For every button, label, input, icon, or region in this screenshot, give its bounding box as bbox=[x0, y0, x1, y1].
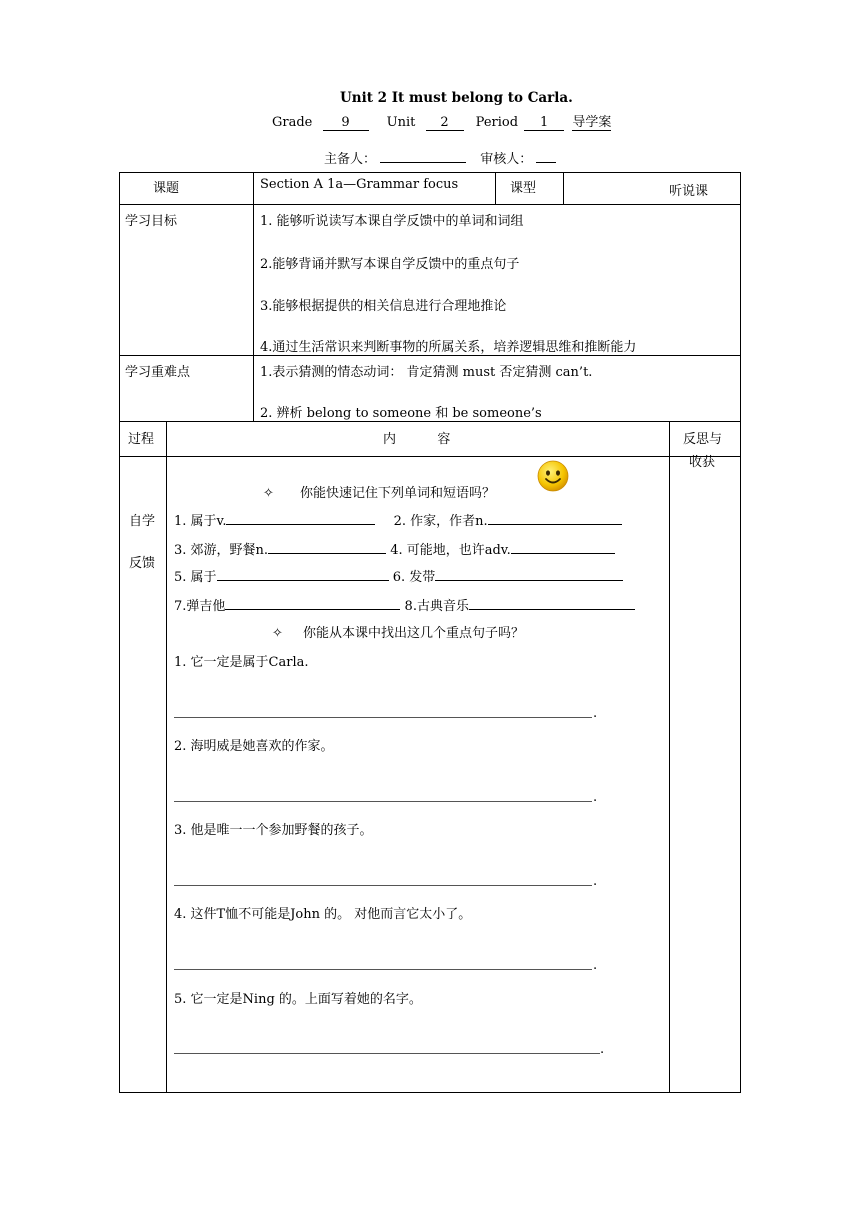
table-rule bbox=[119, 421, 741, 422]
sentence-end-mark: . bbox=[593, 706, 598, 721]
objective-item: 2.能够背诵并默写本课自学反馈中的重点句子 bbox=[260, 257, 520, 272]
table-border-left bbox=[119, 172, 120, 1093]
preparer-label: 主备人： bbox=[324, 152, 377, 167]
sentence-answer-line[interactable] bbox=[174, 1053, 600, 1054]
table-rule bbox=[119, 355, 741, 356]
vocab-item: 4. 可能地，也许adv. bbox=[390, 543, 511, 558]
sentence-end-mark: . bbox=[593, 874, 598, 889]
key-point-item: 1.表示猜测的情态动词： 肯定猜测 must 否定猜测 can’t. bbox=[260, 365, 593, 380]
vocab-row bbox=[174, 539, 615, 558]
table-border-bottom bbox=[119, 1092, 741, 1093]
reflection-label: 收获 bbox=[689, 455, 716, 470]
table-rule bbox=[563, 172, 564, 205]
key-points-label: 学习重难点 bbox=[125, 365, 191, 380]
smiley-face-icon bbox=[537, 460, 569, 492]
period-value: 1 bbox=[524, 116, 564, 131]
vocab-answer-blank[interactable] bbox=[511, 540, 615, 554]
vocab-answer-blank[interactable] bbox=[225, 596, 400, 610]
table-rule bbox=[166, 421, 167, 1093]
objective-item: 4.通过生活常识来判断事物的所属关系，培养逻辑思维和推断能力 bbox=[260, 340, 637, 355]
sentence-end-mark: . bbox=[600, 1042, 605, 1057]
vocab-item: 2. 作家，作者n. bbox=[393, 514, 488, 529]
objective-item: 1. 能够听说读写本课自学反馈中的单词和词组 bbox=[260, 214, 524, 229]
sentence-prompt: 1. 它一定是属于Carla. bbox=[174, 655, 309, 670]
grade-label: Grade bbox=[272, 115, 313, 130]
table-rule bbox=[119, 204, 741, 205]
table-border-right bbox=[740, 172, 741, 1093]
document-title: Unit 2 It must belong to Carla. bbox=[340, 90, 573, 106]
vocab-answer-blank[interactable] bbox=[217, 567, 389, 581]
sentence-prompt: 2. 海明威是她喜欢的作家。 bbox=[174, 739, 334, 754]
lesson-type-label: 课型 bbox=[510, 181, 537, 196]
sentence-answer-line[interactable] bbox=[174, 801, 592, 802]
table-border-top bbox=[119, 172, 741, 173]
self-study-label: 反馈 bbox=[129, 556, 156, 571]
vocab-row bbox=[174, 566, 623, 585]
unit-value: 2 bbox=[426, 116, 464, 131]
vocab-heading bbox=[263, 482, 495, 501]
sentence-end-mark: . bbox=[593, 790, 598, 805]
table-rule bbox=[253, 172, 254, 422]
vocab-item: 6. 发带 bbox=[392, 570, 436, 585]
sentence-answer-line[interactable] bbox=[174, 885, 592, 886]
vocab-row bbox=[174, 510, 622, 529]
table-rule bbox=[669, 421, 670, 1093]
sentence-prompt: 3. 他是唯一一个参加野餐的孩子。 bbox=[174, 823, 373, 838]
reviewer-blank[interactable] bbox=[536, 149, 556, 163]
sentence-prompt: 5. 它一定是Ning 的。上面写着她的名字。 bbox=[174, 992, 422, 1007]
objectives-label: 学习目标 bbox=[125, 214, 178, 229]
vocab-item: 8.古典音乐 bbox=[404, 599, 469, 614]
grade-value: 9 bbox=[323, 116, 369, 131]
sentence-prompt: 4. 这件T恤不可能是John 的。 对他而言它太小了。 bbox=[174, 907, 472, 922]
vocab-answer-blank[interactable] bbox=[268, 540, 386, 554]
key-point-item: 2. 辨析 belong to someone 和 be someone’s bbox=[260, 406, 542, 421]
lesson-type-value: 听说课 bbox=[669, 184, 709, 199]
content-label: 内 容 bbox=[383, 432, 451, 447]
process-label: 过程 bbox=[128, 432, 155, 447]
vocab-row bbox=[174, 595, 635, 614]
vocab-item: 1. 属于v. bbox=[174, 514, 227, 529]
diamond-icon: ✧ bbox=[272, 626, 283, 641]
doc-type: 导学案 bbox=[572, 115, 612, 130]
topic-label: 课题 bbox=[153, 181, 180, 196]
reflection-label: 反思与 bbox=[683, 432, 723, 447]
grade-unit-period-line bbox=[272, 115, 611, 131]
sentence-answer-line[interactable] bbox=[174, 717, 592, 718]
diamond-icon: ✧ bbox=[263, 486, 274, 501]
vocab-answer-blank[interactable] bbox=[488, 511, 622, 525]
sentences-heading bbox=[272, 622, 524, 641]
preparer-blank[interactable] bbox=[380, 149, 466, 163]
table-rule bbox=[495, 172, 496, 205]
vocab-item: 7.弹吉他 bbox=[174, 599, 226, 614]
self-study-label: 自学 bbox=[129, 514, 156, 529]
reviewer-label: 审核人： bbox=[480, 152, 533, 167]
table-rule bbox=[119, 456, 741, 457]
sentence-answer-line[interactable] bbox=[174, 969, 592, 970]
sentence-end-mark: . bbox=[593, 958, 598, 973]
sentences-heading-text: 你能从本课中找出这几个重点句子吗？ bbox=[303, 626, 525, 641]
vocab-answer-blank[interactable] bbox=[435, 567, 623, 581]
preparer-line bbox=[324, 148, 556, 167]
vocab-heading-text: 你能快速记住下列单词和短语吗？ bbox=[300, 486, 496, 501]
vocab-answer-blank[interactable] bbox=[226, 511, 375, 525]
vocab-answer-blank[interactable] bbox=[469, 596, 635, 610]
vocab-item: 5. 属于 bbox=[174, 570, 217, 585]
objective-item: 3.能够根据提供的相关信息进行合理地推论 bbox=[260, 299, 507, 314]
topic-value: Section A 1a—Grammar focus bbox=[260, 177, 459, 192]
period-label: Period bbox=[475, 115, 519, 130]
unit-label: Unit bbox=[386, 115, 416, 130]
vocab-item: 3. 郊游，野餐n. bbox=[174, 543, 269, 558]
